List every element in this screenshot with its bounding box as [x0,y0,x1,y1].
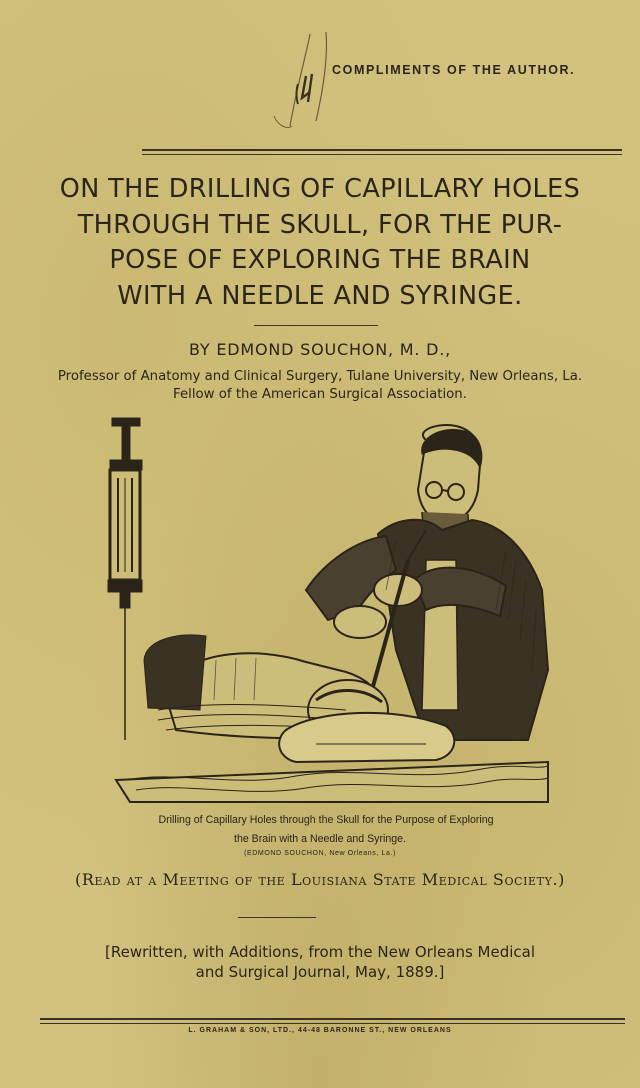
author-affiliation-1: Professor of Anatomy and Clinical Surgery, Tulane University, New Orleans, La. [57,369,583,384]
bottom-double-rule-upper [40,1018,625,1020]
title-divider [254,325,378,326]
figure-caption-2: the Brain with a Needle and Syringe. [234,833,406,845]
figure-caption-1: Drilling of Capillary Holes through the Skull for the Purpose of Exploring [158,814,494,826]
rewritten-note-2: and Surgical Journal, May, 1889.] [195,963,445,981]
handwritten-note-mark [268,26,338,136]
syringe-drawing [108,418,142,740]
paper-title [0,172,640,314]
title-line-4: WITH A NEEDLE AND SYRINGE. [117,280,523,311]
engraving-illustration [96,410,554,810]
author-affiliation-2: Fellow of the American Surgical Association. [173,387,467,402]
read-at-note: (Read at a Meeting of the Louisiana State Medical Society.) [74,870,566,889]
top-double-rule-lower [142,154,622,155]
top-double-rule-upper [142,149,622,151]
author-byline: BY EDMOND SOUCHON, M. D., [188,340,452,359]
title-line-2: THROUGH THE SKULL, FOR THE PUR- [77,209,563,240]
title-line-3: POSE OF EXPLORING THE BRAIN [109,245,531,275]
title-line-1: ON THE DRILLING OF CAPILLARY HOLES [59,174,581,204]
rewritten-note-1: [Rewritten, with Additions, from the New Orleans Medical [104,943,535,961]
compliments-line: COMPLIMENTS OF THE AUTHOR. [332,63,576,77]
bottom-double-rule-lower [40,1023,625,1024]
short-divider [238,917,316,918]
table-drawing [116,762,548,802]
printer-imprint: L. GRAHAM & SON, LTD., 44-48 BARONNE ST., NEW ORLEANS [188,1027,452,1034]
figure-caption-credit: (EDMOND SOUCHON, New Orleans, La.) [244,850,396,857]
